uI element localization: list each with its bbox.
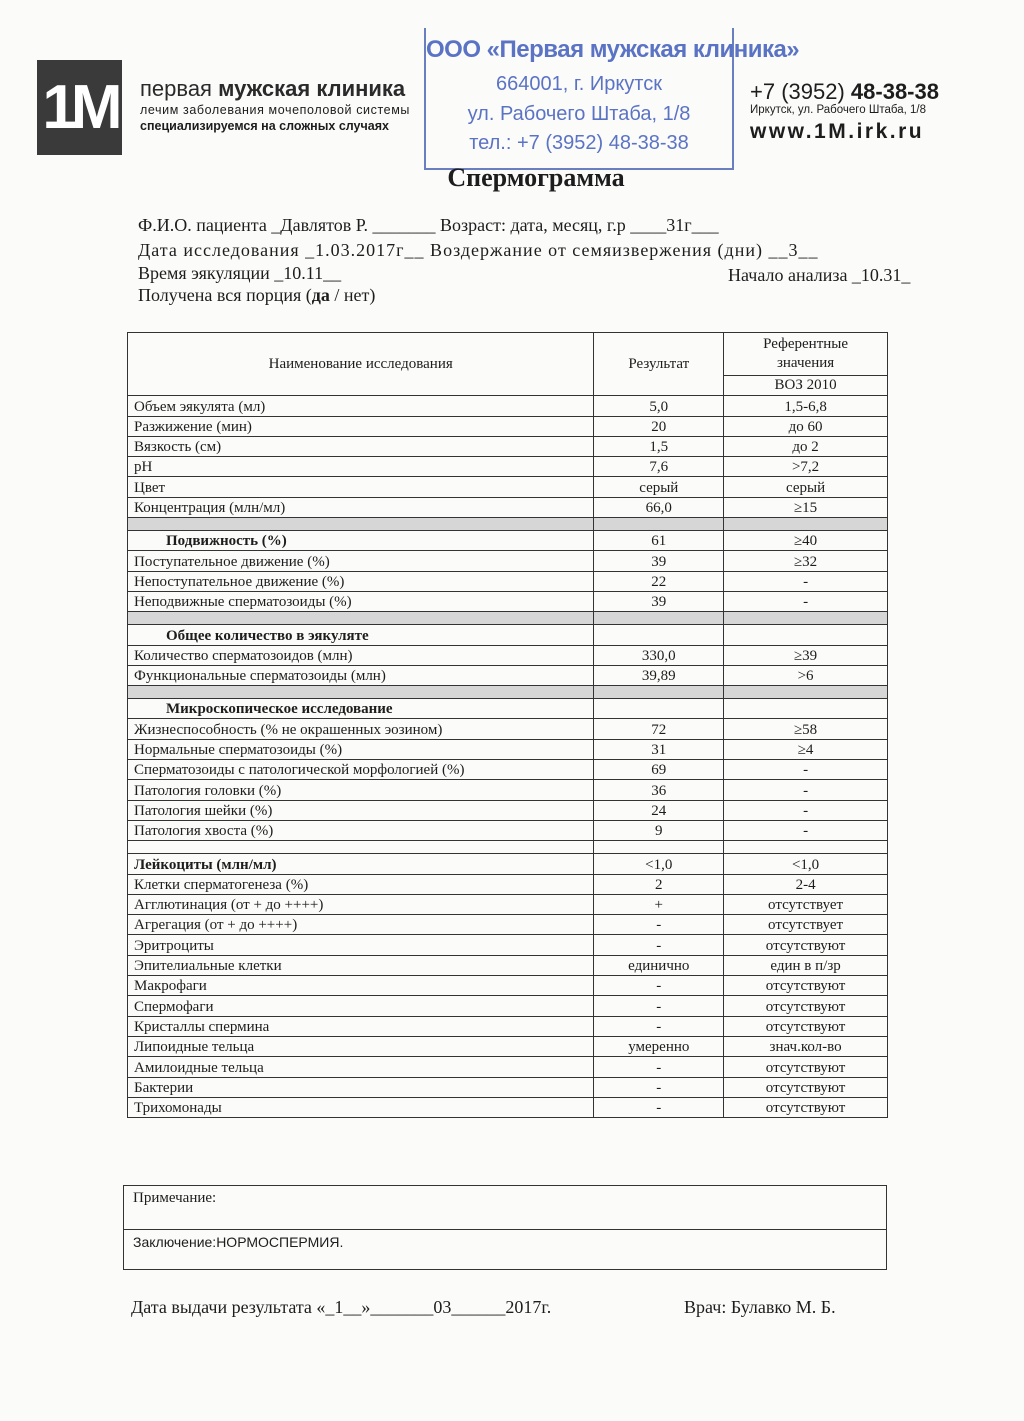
row-name: Объем эякулята (мл) <box>128 396 594 416</box>
row-ref: знач.кол-во <box>724 1036 888 1056</box>
row-name: Эритроциты <box>128 935 594 955</box>
row-ref: <1,0 <box>724 854 888 874</box>
table-row <box>128 551 888 571</box>
row-name: Бактерии <box>128 1077 594 1097</box>
row-name: Патология хвоста (%) <box>128 820 594 840</box>
row-result: 39 <box>594 551 724 571</box>
table-row <box>128 719 888 739</box>
table-row <box>128 477 888 497</box>
row-result: 1,5 <box>594 436 724 456</box>
row-result: 5,0 <box>594 396 724 416</box>
row-ref: отсутствуют <box>724 1077 888 1097</box>
portion-yes: да <box>311 285 330 305</box>
table-row <box>128 780 888 800</box>
row-name: Липоидные тельца <box>128 1036 594 1056</box>
row-name: Лейкоциты (млн/мл) <box>128 854 594 874</box>
row-result: единично <box>594 955 724 975</box>
row-result: <1,0 <box>594 854 724 874</box>
doctor-name: Врач: Булавко М. Б. <box>684 1297 836 1317</box>
row-ref: - <box>724 800 888 820</box>
row-ref: ≥58 <box>724 719 888 739</box>
row-result <box>594 699 724 719</box>
row-name: Вязкость (см) <box>128 436 594 456</box>
row-ref: 1,5-6,8 <box>724 396 888 416</box>
table-row <box>128 739 888 759</box>
row-result: 69 <box>594 760 724 780</box>
row-result: - <box>594 976 724 996</box>
section-separator <box>128 518 888 531</box>
row-name: Общее количество в эякуляте <box>128 625 594 645</box>
row-name: Подвижность (%) <box>128 531 594 551</box>
clinic-address: Иркутск, ул. Рабочего Штаба, 1/8 <box>750 104 926 116</box>
table-row <box>128 894 888 914</box>
row-ref: отсутствует <box>724 915 888 935</box>
row-name: Клетки сперматогенеза (%) <box>128 874 594 894</box>
clinic-website: www.1M.irk.ru <box>750 120 925 143</box>
table-row <box>128 436 888 456</box>
row-name: Количество сперматозоидов (млн) <box>128 645 594 665</box>
row-ref: ≥32 <box>724 551 888 571</box>
row-ref: ≥4 <box>724 739 888 759</box>
table-row <box>128 1097 888 1117</box>
row-name: Поступательное движение (%) <box>128 551 594 571</box>
table-row <box>128 457 888 477</box>
table-row <box>128 625 888 645</box>
row-result: - <box>594 1016 724 1036</box>
row-result: 330,0 <box>594 645 724 665</box>
notes-box <box>123 1185 887 1270</box>
stamp-line-1: ООО «Первая мужская клиника» <box>426 36 800 63</box>
table-row <box>128 1036 888 1056</box>
section-separator <box>128 686 888 699</box>
clinic-name <box>140 76 405 102</box>
row-result: 20 <box>594 416 724 436</box>
row-result: 24 <box>594 800 724 820</box>
row-result: умеренно <box>594 1036 724 1056</box>
row-name: pH <box>128 457 594 477</box>
row-result: 72 <box>594 719 724 739</box>
row-result: - <box>594 1097 724 1117</box>
row-ref: - <box>724 571 888 591</box>
row-ref: - <box>724 780 888 800</box>
row-name: Сперматозоиды с патологической морфологией (%) <box>128 760 594 780</box>
row-ref: - <box>724 820 888 840</box>
table-row <box>128 996 888 1016</box>
clinic-name-light: первая <box>140 76 219 101</box>
row-name: Непоступательное движение (%) <box>128 571 594 591</box>
row-result: - <box>594 935 724 955</box>
table-row <box>128 1016 888 1036</box>
row-result: 31 <box>594 739 724 759</box>
header-ref: Референтные значения <box>724 333 888 376</box>
row-name: Эпителиальные клетки <box>128 955 594 975</box>
table-row <box>128 1077 888 1097</box>
note-label: Примечание: <box>133 1190 217 1206</box>
clinic-name-bold: мужская клиника <box>218 76 406 101</box>
stamp-line-3: ул. Рабочего Штаба, 1/8 <box>467 103 691 125</box>
table-row <box>128 874 888 894</box>
table-row <box>128 935 888 955</box>
table-row <box>128 416 888 436</box>
header-result: Результат <box>594 333 724 396</box>
phone-prefix: +7 (3952) <box>750 79 851 104</box>
row-result <box>594 625 724 645</box>
row-name: Микроскопическое исследование <box>128 699 594 719</box>
phone-number: 48-38-38 <box>850 79 939 104</box>
row-result: - <box>594 915 724 935</box>
issue-date: Дата выдачи результата «_1__»_______03______2017г. <box>131 1297 552 1317</box>
portion-prefix: Получена вся порция ( <box>138 285 312 305</box>
row-name: Неподвижные сперматозоиды (%) <box>128 591 594 611</box>
table-row <box>128 820 888 840</box>
table-row <box>128 760 888 780</box>
row-ref: до 60 <box>724 416 888 436</box>
row-ref <box>724 699 888 719</box>
row-name: Макрофаги <box>128 976 594 996</box>
row-ref: отсутствуют <box>724 996 888 1016</box>
row-ref: до 2 <box>724 436 888 456</box>
results-table <box>127 332 888 1118</box>
row-name: Агглютинация (от + до ++++) <box>128 894 594 914</box>
stamp-line-4: тел.: +7 (3952) 48-38-38 <box>469 132 689 154</box>
row-ref: - <box>724 591 888 611</box>
row-ref: отсутствуют <box>724 976 888 996</box>
table-row <box>128 800 888 820</box>
row-name: Трихомонады <box>128 1097 594 1117</box>
row-result: 66,0 <box>594 497 724 517</box>
clinic-slogan-1: лечим заболевания мочеполовой системы <box>140 103 411 117</box>
row-name: Разжижение (мин) <box>128 416 594 436</box>
row-name: Цвет <box>128 477 594 497</box>
row-ref: ≥15 <box>724 497 888 517</box>
row-ref: отсутствуют <box>724 1057 888 1077</box>
portion-suffix: / нет) <box>329 285 376 305</box>
patient-line-4 <box>138 285 375 306</box>
table-row <box>128 699 888 719</box>
row-name: Кристаллы спермина <box>128 1016 594 1036</box>
document-title: Спермограмма <box>447 163 625 192</box>
row-result: + <box>594 894 724 914</box>
row-result: 22 <box>594 571 724 591</box>
row-result: - <box>594 1057 724 1077</box>
notes-divider <box>124 1229 886 1230</box>
row-name: Амилоидные тельца <box>128 1057 594 1077</box>
row-name: Концентрация (млн/мл) <box>128 497 594 517</box>
row-result: 36 <box>594 780 724 800</box>
row-result: - <box>594 1077 724 1097</box>
row-result: - <box>594 996 724 1016</box>
table-row <box>128 645 888 665</box>
conclusion: Заключение:НОРМОСПЕРМИЯ. <box>133 1234 344 1250</box>
row-ref <box>724 625 888 645</box>
patient-line-3-right: Начало анализа _10.31_ <box>728 265 911 285</box>
row-ref: ≥40 <box>724 531 888 551</box>
table-row <box>128 396 888 416</box>
row-name: Спермофаги <box>128 996 594 1016</box>
clinic-stamp <box>424 28 800 170</box>
table-row <box>128 591 888 611</box>
row-name: Патология головки (%) <box>128 780 594 800</box>
row-ref: >6 <box>724 665 888 685</box>
table-row <box>128 1057 888 1077</box>
patient-line-1: Ф.И.О. пациента _Давлятов Р. _______ Возраст: дата, месяц, г.р ____31г___ <box>138 215 719 235</box>
row-name: Жизнеспособность (% не окрашенных эозином) <box>128 719 594 739</box>
table-row <box>128 976 888 996</box>
row-ref: отсутствуют <box>724 1016 888 1036</box>
row-result: 61 <box>594 531 724 551</box>
clinic-slogan-2: специализируемся на сложных случаях <box>140 119 389 133</box>
table-row <box>128 665 888 685</box>
stamp-line-2: 664001, г. Иркутск <box>496 73 662 95</box>
patient-line-3-left: Время эякуляции _10.11__ <box>138 263 342 283</box>
row-name: Функциональные сперматозоиды (млн) <box>128 665 594 685</box>
row-ref: отсутствуют <box>724 935 888 955</box>
row-result: серый <box>594 477 724 497</box>
row-result: 7,6 <box>594 457 724 477</box>
row-ref: - <box>724 760 888 780</box>
patient-line-2: Дата исследования _1.03.2017г__ Воздержание от семяизвержения (дни) __3__ <box>138 240 819 260</box>
table-row <box>128 854 888 874</box>
row-ref: един в п/зр <box>724 955 888 975</box>
row-ref: 2-4 <box>724 874 888 894</box>
row-result: 2 <box>594 874 724 894</box>
header-ref-sub: ВОЗ 2010 <box>724 376 888 396</box>
table-row <box>128 571 888 591</box>
row-ref: серый <box>724 477 888 497</box>
header-name: Наименование исследования <box>128 333 594 396</box>
row-result: 9 <box>594 820 724 840</box>
table-row <box>128 955 888 975</box>
section-separator <box>128 841 888 854</box>
row-ref: отсутствуют <box>724 1097 888 1117</box>
section-separator <box>128 612 888 625</box>
row-name: Нормальные сперматозоиды (%) <box>128 739 594 759</box>
row-result: 39,89 <box>594 665 724 685</box>
clinic-phone <box>750 79 939 105</box>
table-row <box>128 915 888 935</box>
clinic-logo: 1M <box>37 60 122 155</box>
row-result: 39 <box>594 591 724 611</box>
row-name: Агрегация (от + до ++++) <box>128 915 594 935</box>
table-row <box>128 497 888 517</box>
row-ref: ≥39 <box>724 645 888 665</box>
row-ref: отсутствует <box>724 894 888 914</box>
table-row <box>128 531 888 551</box>
row-ref: >7,2 <box>724 457 888 477</box>
row-name: Патология шейки (%) <box>128 800 594 820</box>
